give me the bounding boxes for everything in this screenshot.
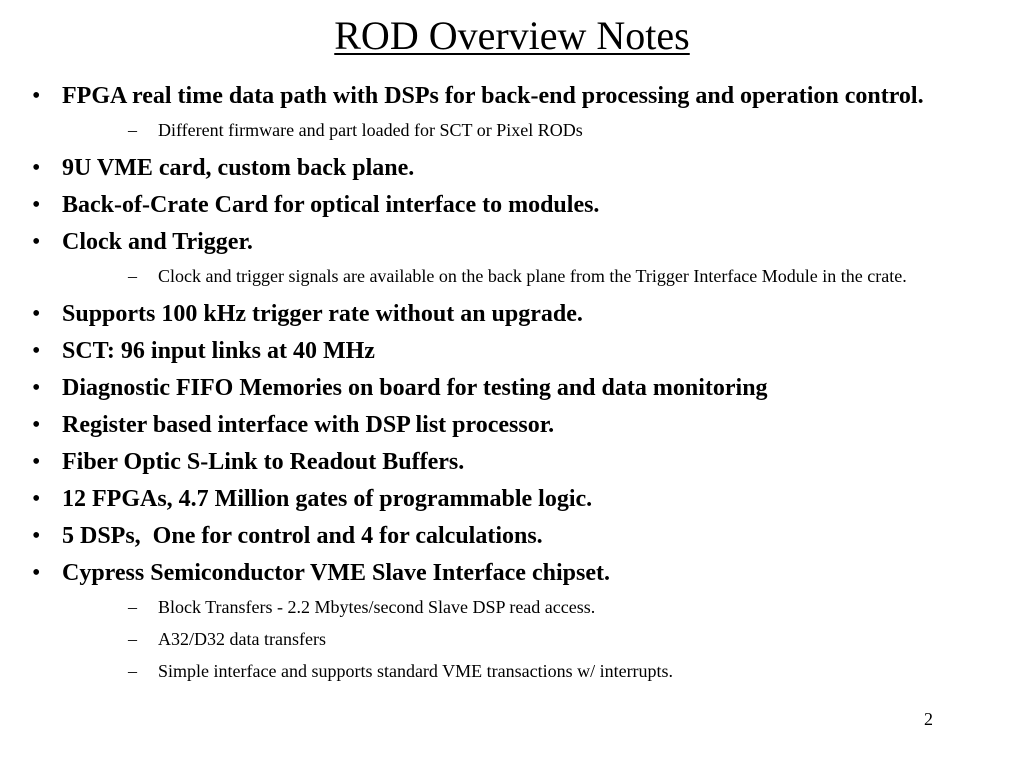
sub-bullet-item (30, 658, 996, 685)
dash-glyph: – (128, 266, 137, 286)
bullet-item (30, 559, 996, 587)
sub-bullet-item (30, 117, 996, 144)
bullet-item (30, 411, 996, 439)
bullet-text: Cypress Semiconductor VME Slave Interface chipset. (62, 560, 610, 586)
bullet-item (30, 154, 996, 182)
sub-bullet-text: Block Transfers - 2.2 Mbytes/second Slave DSP read access. (158, 597, 596, 617)
bullet-glyph: • (32, 229, 41, 255)
bullet-glyph: • (32, 83, 41, 109)
bullet-item (30, 374, 996, 402)
bullet-text: Supports 100 kHz trigger rate without an upgrade. (62, 301, 583, 327)
page-number: 2 (924, 709, 933, 729)
bullet-text: 12 FPGAs, 4.7 Million gates of programmable logic. (62, 486, 593, 512)
bullet-text: FPGA real time data path with DSPs for back-end processing and operation control. (62, 83, 924, 109)
sub-bullet-text: A32/D32 data transfers (158, 629, 326, 649)
bullet-glyph: • (32, 486, 41, 512)
sub-bullet-item (30, 626, 996, 653)
bullet-text: SCT: 96 input links at 40 MHz (62, 338, 375, 364)
bullet-text: Clock and Trigger. (62, 229, 253, 255)
bullet-glyph: • (32, 155, 41, 181)
bullet-text: 9U VME card, custom back plane. (62, 155, 415, 181)
dash-glyph: – (128, 661, 137, 681)
bullet-list (30, 82, 996, 695)
bullet-glyph: • (32, 523, 41, 549)
sub-bullet-list (30, 117, 996, 144)
sub-bullet-list (30, 263, 996, 290)
bullet-item (30, 485, 996, 513)
sub-bullet-list (30, 594, 996, 685)
dash-glyph: – (128, 120, 137, 140)
bullet-text: Fiber Optic S-Link to Readout Buffers. (62, 449, 465, 475)
bullet-item (30, 228, 996, 256)
bullet-glyph: • (32, 449, 41, 475)
sub-bullet-text: Clock and trigger signals are available on the back plane from the Trigger Interface Module in the crate. (158, 266, 907, 286)
bullet-glyph: • (32, 412, 41, 438)
dash-glyph: – (128, 597, 137, 617)
bullet-glyph: • (32, 375, 41, 401)
dash-glyph: – (128, 629, 137, 649)
bullet-text: Register based interface with DSP list processor. (62, 412, 555, 438)
bullet-item (30, 522, 996, 550)
bullet-item (30, 337, 996, 365)
bullet-glyph: • (32, 301, 41, 327)
bullet-text: 5 DSPs, One for control and 4 for calculations. (62, 523, 543, 549)
bullet-text: Diagnostic FIFO Memories on board for testing and data monitoring (62, 375, 768, 401)
bullet-item (30, 191, 996, 219)
bullet-glyph: • (32, 338, 41, 364)
bullet-item (30, 448, 996, 476)
sub-bullet-item (30, 263, 996, 290)
bullet-item (30, 82, 996, 110)
slide-title: ROD Overview Notes (334, 13, 690, 58)
bullet-glyph: • (32, 560, 41, 586)
bullet-item (30, 300, 996, 328)
sub-bullet-item (30, 594, 996, 621)
bullet-glyph: • (32, 192, 41, 218)
sub-bullet-text: Different firmware and part loaded for SCT or Pixel RODs (158, 120, 583, 140)
sub-bullet-text: Simple interface and supports standard VME transactions w/ interrupts. (158, 661, 674, 681)
bullet-text: Back-of-Crate Card for optical interface to modules. (62, 192, 600, 218)
